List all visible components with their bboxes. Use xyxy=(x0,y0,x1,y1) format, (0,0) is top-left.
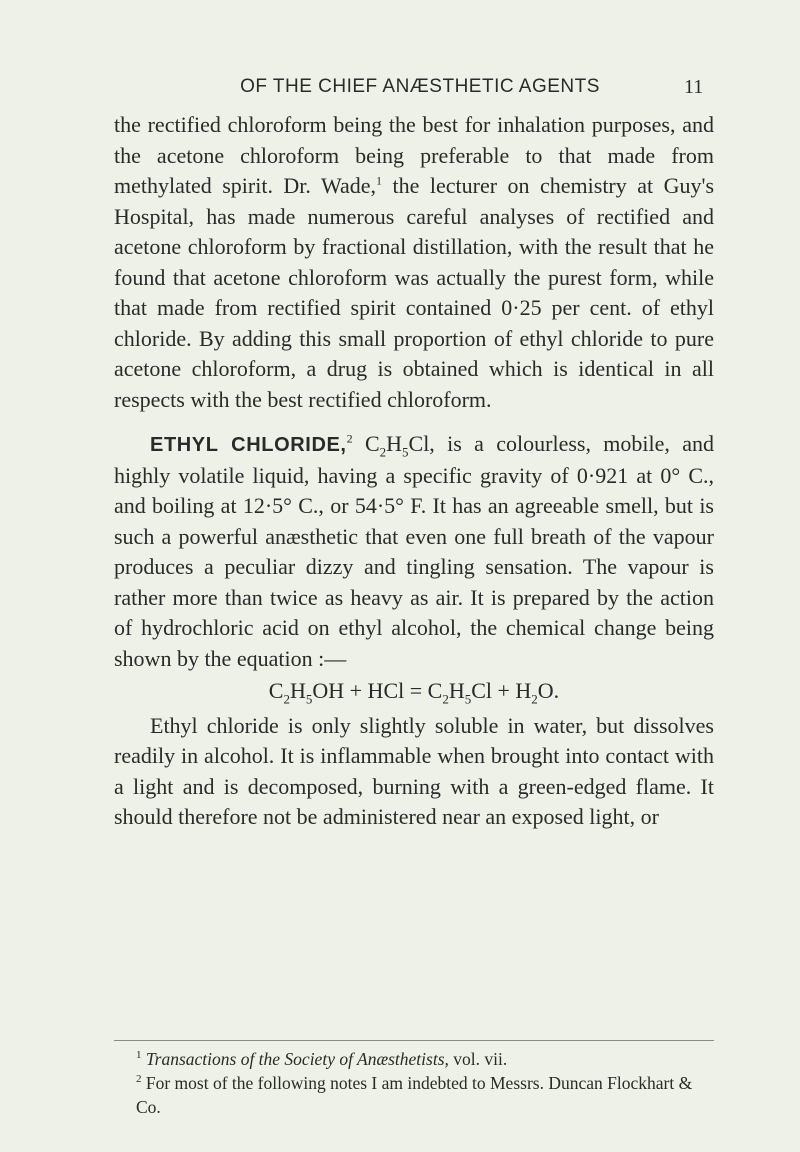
footnote-1: $^1$ Transactions of the Society of Anæsthetists, vol. vii. xyxy=(136,1049,508,1069)
running-head: OF THE CHIEF ANÆSTHETIC AGENTS xyxy=(240,76,600,97)
chemical-equation: $C_2H_5OH$ + HCl = $C_2H_5Cl + H_2O$. xyxy=(268,678,560,707)
body-text xyxy=(114,110,714,833)
section-heading: ETHYL CHLORIDE, xyxy=(150,434,347,456)
footnote-ref: 2 xyxy=(346,431,353,446)
paragraph-text: the lecturer on chemistry at Guy's Hospital, has made numerous careful analyses of rectified and acetone chloroform by fractional distillation, with the result that he found that acetone chloroform was actually the purest form, while that made from rectified spirit contained 0·25 per cent. of ethyl chloride. By adding this small proportion of ethyl chloride to pure acetone chloroform, a drug is obtained which is identical in all respects with the best rectified chloroform. xyxy=(114,173,715,412)
paragraph-ethyl-chloride xyxy=(114,429,714,674)
paragraph-text: is a colourless, mobile, and highly volatile liquid, having a specific gravity of 0·921 at 0° C., and boiling at 12·5° C., or 54·5° F. It has an agreeable smell, but is such a powerful anæsthetic that even one full breath of the vapour produces a peculiar dizzy and tingling sensation. The vapour is rather more than twice as heavy as air. It is prepared by the action of hydrochloric acid on ethyl alcohol, the chemical change being shown by the equation :— xyxy=(114,431,714,671)
footnote-2: $^2$ For most of the following notes I am indebted to Messrs. Duncan Flockhart & Co. xyxy=(136,1073,693,1117)
page-number: 11 xyxy=(684,76,704,98)
footnote-ref: 1 xyxy=(376,173,383,188)
chemical-formula: $C_2H_5Cl$, xyxy=(364,431,435,460)
footnote-divider xyxy=(114,1040,714,1041)
paragraph-chloroform xyxy=(114,110,714,415)
paragraph-text: the rectified chloroform being the best for inhalation purposes, and the acetone chloroform being preferable to that made from methylated spirit. Dr. Wade, xyxy=(114,112,714,198)
footnotes xyxy=(114,1047,714,1119)
paragraph-solubility: Ethyl chloride is only slightly soluble in water, but dissolves readily in alcohol. It is inflammable when brought into contact with a light and is decomposed, burning with a green-edged flame. It should therefore not be administered near an exposed light, or xyxy=(114,712,714,829)
